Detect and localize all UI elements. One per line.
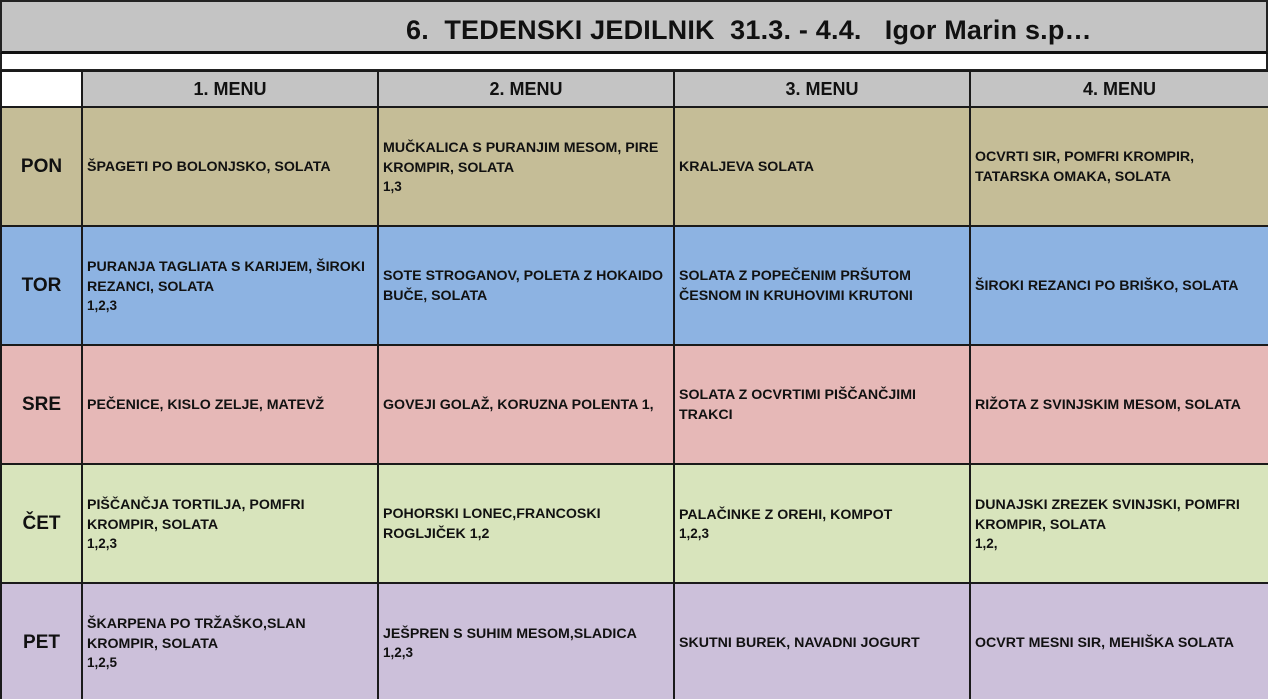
dish-cell xyxy=(970,345,1268,464)
allergen-codes: 1,2,3 xyxy=(87,297,118,313)
day-label: PON xyxy=(1,107,82,226)
dish-cell xyxy=(82,107,378,226)
dish-cell xyxy=(82,345,378,464)
allergen-codes: 1,2,5 xyxy=(87,654,118,670)
dish-cell xyxy=(674,464,970,583)
dish-name: PIŠČANČJA TORTILJA, POMFRI KROMPIR, SOLATA xyxy=(87,496,305,533)
allergen-codes: 1,2,3 xyxy=(87,535,118,551)
menu-header-3: 3. MENU xyxy=(674,71,970,107)
dish-name: ŠKARPENA PO TRŽAŠKO,SLAN KROMPIR, SOLATA xyxy=(87,615,306,652)
dish-cell xyxy=(378,107,674,226)
corner-cell xyxy=(1,71,82,107)
dish-name: PALAČINKE Z OREHI, KOMPOT xyxy=(679,506,893,523)
dish-cell xyxy=(82,583,378,699)
allergen-codes: 1,2,3 xyxy=(679,525,710,541)
dish-name: GOVEJI GOLAŽ, KORUZNA POLENTA 1, xyxy=(383,396,654,413)
dish-cell xyxy=(970,107,1268,226)
dish-name: SOLATA Z POPEČENIM PRŠUTOM ČESNOM IN KRUHOVIMI KRUTONI xyxy=(679,267,913,304)
dish-name: ŠIROKI REZANCI PO BRIŠKO, SOLATA xyxy=(975,277,1239,294)
allergen-codes: 1,2,3 xyxy=(383,644,414,660)
dish-name: SOLATA Z OCVRTIMI PIŠČANČJIMI TRAKCI xyxy=(679,386,916,423)
page-title: 6. TEDENSKI JEDILNIK 31.3. - 4.4. Igor Marin s.p… xyxy=(406,15,1092,45)
dish-cell xyxy=(378,464,674,583)
dish-name: MUČKALICA S PURANJIM MESOM, PIRE KROMPIR, SOLATA xyxy=(383,139,659,176)
dish-cell xyxy=(970,583,1268,699)
day-label: SRE xyxy=(1,345,82,464)
day-label: PET xyxy=(1,583,82,699)
dish-name: KRALJEVA SOLATA xyxy=(679,158,815,175)
dish-name: OCVRT MESNI SIR, MEHIŠKA SOLATA xyxy=(975,634,1235,651)
dish-name: POHORSKI LONEC,FRANCOSKI ROGLJIČEK 1,2 xyxy=(383,505,601,542)
dish-name: PEČENICE, KISLO ZELJE, MATEVŽ xyxy=(87,396,325,413)
menu-table xyxy=(0,70,1268,699)
dish-cell xyxy=(82,226,378,345)
dish-name: OCVRTI SIR, POMFRI KROMPIR, TATARSKA OMAKA, SOLATA xyxy=(975,148,1195,185)
day-row-sre xyxy=(1,345,1268,464)
title-bar xyxy=(0,0,1268,54)
dish-name: SKUTNI BUREK, NAVADNI JOGURT xyxy=(679,634,920,651)
dish-cell xyxy=(378,345,674,464)
day-row-tor xyxy=(1,226,1268,345)
day-row-pon xyxy=(1,107,1268,226)
allergen-codes: 1,2, xyxy=(975,535,998,551)
dish-cell xyxy=(970,464,1268,583)
menu-header-1: 1. MENU xyxy=(82,71,378,107)
day-row-cet xyxy=(1,464,1268,583)
menu-header-2: 2. MENU xyxy=(378,71,674,107)
dish-name: SOTE STROGANOV, POLETA Z HOKAIDO BUČE, SOLATA xyxy=(383,267,664,304)
dish-cell xyxy=(674,345,970,464)
spacer-row xyxy=(0,54,1268,71)
dish-cell xyxy=(970,226,1268,345)
dish-cell xyxy=(378,226,674,345)
allergen-codes: 1,3 xyxy=(383,178,402,194)
dish-cell xyxy=(82,464,378,583)
dish-name: RIŽOTA Z SVINJSKIM MESOM, SOLATA xyxy=(975,396,1241,413)
day-row-pet xyxy=(1,583,1268,699)
dish-cell xyxy=(674,583,970,699)
dish-name: PURANJA TAGLIATA S KARIJEM, ŠIROKI REZANCI, SOLATA xyxy=(87,258,365,295)
menu-header-4: 4. MENU xyxy=(970,71,1268,107)
dish-name: ŠPAGETI PO BOLONJSKO, SOLATA xyxy=(87,158,331,175)
dish-name: JEŠPREN S SUHIM MESOM,SLADICA xyxy=(383,625,637,642)
header-row xyxy=(1,71,1268,107)
day-label: TOR xyxy=(1,226,82,345)
dish-cell xyxy=(674,226,970,345)
dish-name: DUNAJSKI ZREZEK SVINJSKI, POMFRI KROMPIR, SOLATA xyxy=(975,496,1240,533)
dish-cell xyxy=(378,583,674,699)
dish-cell xyxy=(674,107,970,226)
day-label: ČET xyxy=(1,464,82,583)
